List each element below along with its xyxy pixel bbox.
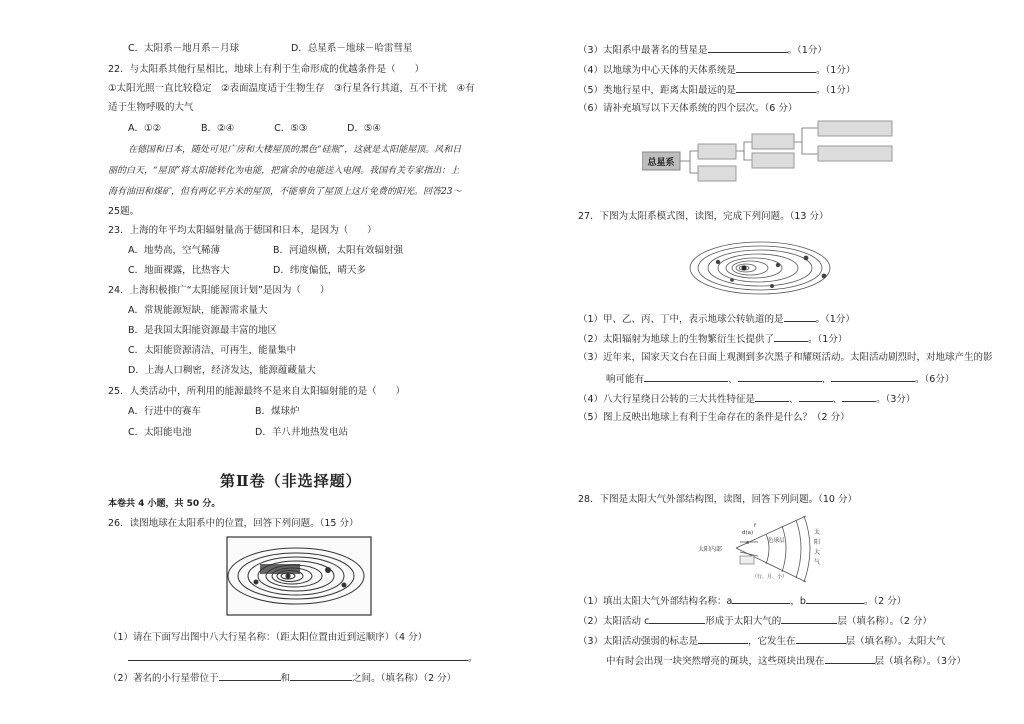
total-galaxy-label: 总星系 <box>647 158 675 168</box>
q24-option-b[interactable]: B．是我国太阳能资源最丰富的地区 <box>128 325 278 336</box>
section-note: 本卷共 4 小题，共 50 分。 <box>108 499 221 509</box>
q26-part4-suffix: 。（1分） <box>816 65 856 76</box>
q27-part2-suffix: 。（1分） <box>808 334 848 345</box>
q28-part3-line2-prefix: 中有时会出现一块突然增亮的斑块，这些斑块出现在 <box>606 656 825 667</box>
q21-option-d[interactable]: D．总星系－地球－哈雷彗星 <box>291 43 413 54</box>
q28-stem: 28．下图是太阳大气外部结构图，读图，回答下列问题。（10 分） <box>578 494 857 505</box>
asteroid-belt-mark <box>260 564 300 574</box>
planet-dot <box>804 256 809 261</box>
q24-option-d[interactable]: D．上海人口稠密，经济发达，能源蕴藏量大 <box>128 365 316 376</box>
passage-line4: 25题。 <box>108 206 140 217</box>
q27-part4-prefix: （4）八大行星绕日公转的三大共性特征是 <box>578 394 756 405</box>
q27-part3-suffix: 。（6分） <box>915 374 955 385</box>
hierarchy-blank-box[interactable] <box>818 146 892 161</box>
q28-part3-line1 <box>578 633 945 649</box>
hierarchy-blank-box[interactable] <box>752 134 794 149</box>
q26-part4-blank[interactable] <box>736 62 816 73</box>
paren-label: （行、月、小） <box>752 574 788 580</box>
q27-part3-prefix: 响可能有 <box>606 374 645 385</box>
hierarchy-blank-box[interactable] <box>698 144 736 159</box>
q28-part3-suffix: 层（填名称）。太阳大气 <box>845 636 946 647</box>
planet-dot <box>325 567 331 573</box>
q27-part4-blank1[interactable] <box>755 391 789 402</box>
q28-part2-blank2[interactable] <box>781 613 837 624</box>
q26-part4-prefix: （4）以地球为中心天体的天体系统是 <box>578 65 737 76</box>
q26-part3-prefix: （3）太阳系中最著名的彗星是 <box>578 45 708 56</box>
connector <box>736 142 752 151</box>
q26-stem: 26．读图地球在太阳系中的位置，回答下列问题。（15 分） <box>108 518 359 529</box>
section-title: 第Ⅱ卷（非选择题） <box>220 472 362 490</box>
q26-part3-suffix: 。（1分） <box>787 45 827 56</box>
q26-part1-end: 。 <box>468 653 478 664</box>
layer-boundary <box>796 520 801 578</box>
q21-option-c[interactable]: C．太阳系－地月系－月球 <box>128 43 240 54</box>
q27-part3-blank2[interactable] <box>738 371 822 382</box>
q23-option-c[interactable]: C．地面裸露，比热容大 <box>128 265 230 276</box>
q27-part3-blank3[interactable] <box>831 371 915 382</box>
hierarchy-blank-box[interactable] <box>818 121 892 136</box>
q25-option-d[interactable]: D．羊八井地热发电站 <box>255 427 348 438</box>
sun-interior-label: 太阳内部 <box>698 546 723 553</box>
q26-part2-blank1[interactable] <box>219 670 281 681</box>
sun-icon <box>285 573 290 578</box>
q28-part1-suffix: 。（2 分） <box>863 596 907 607</box>
q27-part4-sep: 、 <box>832 394 843 405</box>
q22-option-b[interactable]: B．②④ <box>201 123 235 134</box>
planet-dot <box>770 284 774 288</box>
q26-part2-suffix: 之间。（填名称）（2 分） <box>352 673 457 684</box>
q28-part3-mid: ，它发生在 <box>748 636 796 647</box>
connector <box>680 151 698 161</box>
passage-line3: 海有油田和煤矿，但有两亿平方米的屋顶，不能辜负了屋顶上这片免费的阳光。回答23～ <box>108 187 462 197</box>
q27-part4-blank3[interactable] <box>842 391 876 402</box>
q22-stem: 22．与太阳系其他行星相比，地球上有利于生命形成的优越条件是（ ） <box>108 64 425 75</box>
q26-figure-frame <box>227 537 371 615</box>
q28-sun-atmosphere-diagram <box>696 512 836 588</box>
q27-part4-sep: 、 <box>789 394 799 405</box>
q24-option-c[interactable]: C．太阳能资源清洁，可再生，能量集中 <box>128 345 297 356</box>
q28-part2-suffix: 层（填名称）。（2 分） <box>837 616 932 627</box>
q26-part1: （1）请在下面写出图中八大行星名称：（距太阳位置由近到远顺序）（4 分） <box>108 632 428 643</box>
q26-part2-prefix: （2）著名的小行星带位于 <box>108 673 219 684</box>
q23-options-row2 <box>128 264 366 278</box>
chromosphere-label: 色球层 <box>768 538 785 544</box>
q25-option-b[interactable]: B．煤球炉 <box>255 406 300 417</box>
q26-orbit-figure <box>226 536 372 616</box>
q26-part2 <box>108 670 456 686</box>
q27-part2 <box>578 331 847 347</box>
q26-part4 <box>578 62 855 78</box>
q26-part2-blank2[interactable] <box>290 670 352 681</box>
q22-option-c[interactable]: C．⑤③ <box>274 123 308 134</box>
q28-part2-prefix: （2）太阳活动 c <box>578 616 650 627</box>
passage-line1: 在德国和日本，随处可见广房和大楼屋顶的黑色“硅瓶”，这就是太阳能屋顶。风和日 <box>128 145 462 155</box>
q25-options-row1 <box>128 405 300 419</box>
q24-option-a[interactable]: A．常规能源短缺，能源需求量大 <box>128 305 268 316</box>
label-d: d(a) <box>742 530 754 536</box>
passage-line2: 丽的白天，“屋顶”将太阳能转化为电能，把富余的电能送入电网。我国有关专家指出：上 <box>108 166 460 176</box>
q28-part2-mid: 形成于太阳大气的 <box>705 616 782 627</box>
q27-part4-suffix: 。（3分） <box>876 394 916 405</box>
q27-part1-suffix: 。（1分） <box>815 314 855 325</box>
layer-boundary <box>782 526 786 572</box>
q28-part1-blank-a[interactable] <box>732 593 790 604</box>
label-f: f <box>754 523 756 529</box>
q23-option-b[interactable]: B．河道纵横，太阳有效辐射强 <box>273 245 404 256</box>
q27-part1 <box>578 311 855 327</box>
q22-options <box>128 122 381 136</box>
q28-part3-blank3[interactable] <box>825 653 875 664</box>
q26-part3 <box>578 42 827 58</box>
connector <box>744 151 752 160</box>
q26-part5-blank[interactable] <box>736 82 816 93</box>
arrow-line <box>740 552 758 556</box>
atmosphere-char: 气 <box>814 559 821 566</box>
orbit <box>708 250 812 286</box>
q26-part5-prefix: （5）类地行星中，距离太阳最远的是 <box>578 85 737 96</box>
q22-choices-line1: ①太阳光照一直比较稳定 ②表面温度适于生物生存 ③行星各行其道，互不干扰 ④有 <box>108 83 475 94</box>
q28-part3-blank1[interactable] <box>698 633 748 644</box>
q25-options-row2 <box>128 426 348 440</box>
q22-option-a[interactable]: A．①② <box>128 123 162 134</box>
q27-part4-blank2[interactable] <box>799 391 833 402</box>
sun-icon <box>742 266 747 271</box>
q27-part3-line2 <box>606 371 954 387</box>
label-box[interactable] <box>740 556 754 564</box>
q27-part3-blank1[interactable] <box>644 371 728 382</box>
planet-dot <box>730 278 734 282</box>
q23-options-row1 <box>128 244 403 258</box>
q21-options <box>128 42 412 56</box>
q27-part4 <box>578 391 915 407</box>
q27-part3-sep: 、 <box>821 374 832 385</box>
atmosphere-char: 阳 <box>814 539 821 546</box>
q27-part3-sep: 、 <box>728 374 738 385</box>
connector <box>802 142 818 154</box>
q28-part3-prefix: （3）太阳活动强弱的标志是 <box>578 636 699 647</box>
q23-stem: 23．上海的年平均太阳辐射量高于德国和日本，是因为（ ） <box>108 225 377 236</box>
label-e: e <box>746 540 750 546</box>
layer-boundary <box>804 516 810 582</box>
q27-part5: （5）图上反映出地球上有利于生命存在的条件是什么？（2 分） <box>578 412 850 423</box>
q27-part3-line1: （3）近年来，国家天文台在日面上观测到多次黑子和耀斑活动。太阳活动剧烈时，对地球产生的影 <box>578 352 993 363</box>
q28-part1 <box>578 593 906 609</box>
q25-option-a[interactable]: A．行进中的赛车 <box>128 406 201 417</box>
q27-part1-prefix: （1）甲、乙、丙、丁中，表示地球公转轨道的是 <box>578 314 784 325</box>
q27-solar-model-figure <box>688 228 838 304</box>
q26-part3-blank[interactable] <box>708 42 788 53</box>
planet-dot <box>776 263 780 267</box>
q26-hierarchy-diagram <box>642 120 922 190</box>
q25-stem: 25．人类活动中，所利用的能源最终不是来自太阳辐射能的是（ ） <box>108 386 406 397</box>
q28-part3-line2 <box>606 653 966 669</box>
planet-dot <box>716 260 720 264</box>
q28-part1-mid: ，b <box>790 596 806 607</box>
q23-option-a[interactable]: A．地势高，空气稀薄 <box>128 245 220 256</box>
hierarchy-blank-box[interactable] <box>752 153 794 168</box>
q28-part1-prefix: （1）填出太阳大气外部结构名称：a <box>578 596 733 607</box>
q26-part1-blank[interactable] <box>128 650 468 661</box>
planet-dot <box>822 274 827 279</box>
q28-part2-blank1[interactable] <box>649 613 705 624</box>
planet-dot <box>342 583 347 588</box>
q26-part1-answer <box>128 650 478 666</box>
q25-option-c[interactable]: C．太阳能电池 <box>128 427 192 438</box>
q27-part2-prefix: （2）太阳辐射为地球上的生物繁衍生长提供了 <box>578 334 775 345</box>
q26-part5-suffix: 。（1分） <box>816 85 856 96</box>
q28-part1-blank-b[interactable] <box>806 593 864 604</box>
q27-part1-blank[interactable] <box>784 311 816 322</box>
q22-choices-line2: 适于生物呼吸的大气 <box>108 102 194 113</box>
q22-option-d[interactable]: D．⑤④ <box>347 123 381 134</box>
q28-part3-line2-suffix: 层（填名称）。（3分） <box>874 656 967 667</box>
q26-part6: （6）请补充填写以下天体系统的四个层次。（6 分） <box>578 103 798 114</box>
q26-part5 <box>578 82 855 98</box>
planet-dot <box>254 580 259 585</box>
q27-part2-blank[interactable] <box>774 331 808 342</box>
atmosphere-char: 太 <box>814 529 821 536</box>
connector <box>794 128 818 142</box>
orbit-bing <box>732 261 768 275</box>
q23-option-d[interactable]: D．纬度偏低，晴天多 <box>273 265 366 276</box>
connector <box>690 161 698 173</box>
q27-stem: 27．下图为太阳系模式图，读图，完成下列问题。（13 分） <box>578 211 829 222</box>
atmosphere-char: 大 <box>814 549 821 556</box>
q28-part3-blank2[interactable] <box>796 633 846 644</box>
q24-stem: 24．上海积极推广“太阳能屋顶计划”是因为（ ） <box>108 285 330 296</box>
q26-part2-mid: 和 <box>280 673 291 684</box>
orbit <box>698 246 822 290</box>
q28-part2 <box>578 613 932 629</box>
hierarchy-blank-box[interactable] <box>698 166 736 181</box>
